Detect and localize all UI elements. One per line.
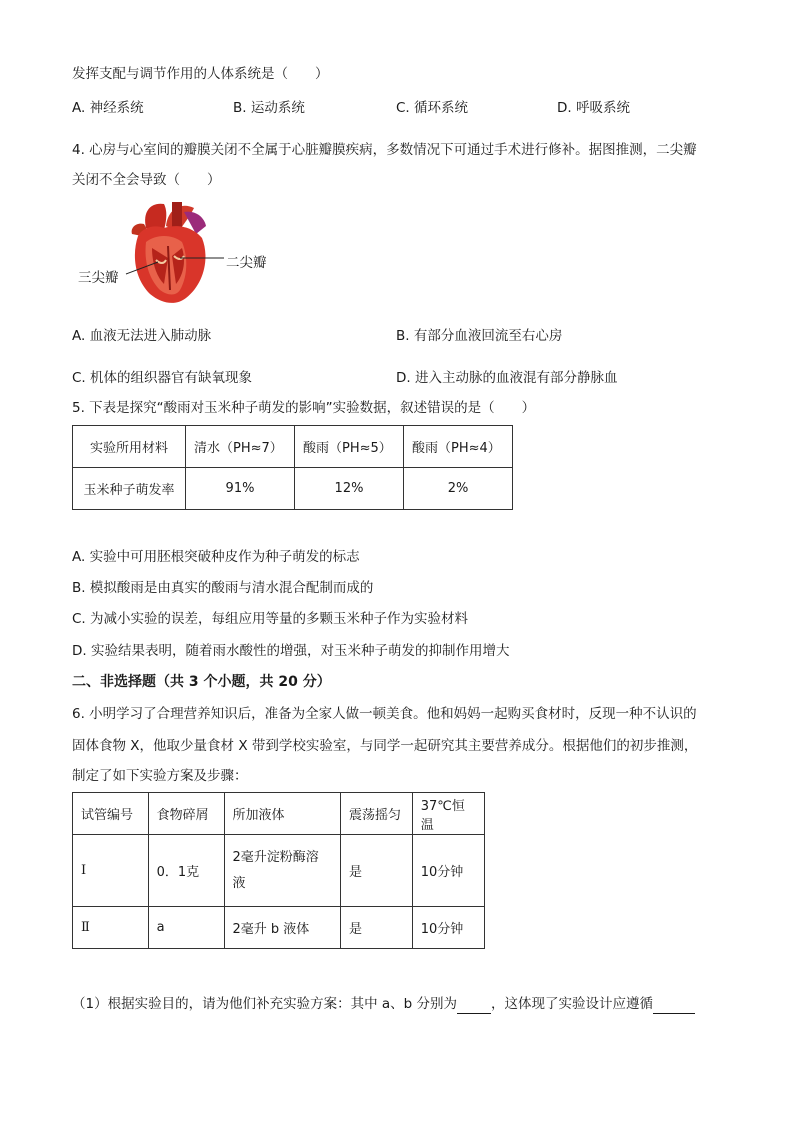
section-heading: 二、非选择题（共 3 个小题，共 20 分） [72,674,331,690]
table-cell: 37℃恒温 [412,793,484,835]
table-cell: 0．1克 [148,835,224,907]
table-cell: 是 [340,907,412,949]
table-row [73,793,485,835]
cell-text-line: 2毫升淀粉酶溶 [232,849,319,865]
q4-option-b[interactable]: B. 有部分血液回流至右心房 [396,328,563,344]
table-cell: 10分钟 [412,835,484,907]
table-cell: 10分钟 [412,907,484,949]
table-cell: 震荡摇匀 [340,793,412,835]
sub1-text-b: ，这体现了实验设计应遵循 [491,996,654,1012]
table-cell: 2% [404,468,513,510]
q3-stem: 发挥支配与调节作用的人体系统是（ ） [72,66,329,82]
table-cell: 12% [295,468,404,510]
table-cell: Ⅰ [73,835,149,907]
table-cell: 试管编号 [73,793,149,835]
table-cell: 实验所用材料 [73,426,186,468]
q3-option-b[interactable]: B. 运动系统 [233,100,305,116]
table-cell: 清水（PH≈7） [186,426,295,468]
q5-table [72,425,513,510]
tricuspid-label: 三尖瓣 [78,270,119,286]
table-cell: 玉米种子萌发率 [73,468,186,510]
table-row [73,835,485,907]
q3-option-a[interactable]: A. 神经系统 [72,100,144,116]
q4-stem-line2: 关闭不全会导致（ ） [72,172,221,188]
mitral-label: 二尖瓣 [226,255,267,271]
table-cell: 91% [186,468,295,510]
q4-option-c[interactable]: C. 机体的组织器官有缺氧现象 [72,370,253,386]
q4-option-a[interactable]: A. 血液无法进入肺动脉 [72,328,212,344]
q3-option-c[interactable]: C. 循环系统 [396,100,469,116]
table-cell: 食物碎屑 [148,793,224,835]
sub1-text-a: （1）根据实验目的，请为他们补充实验方案：其中 a、b 分别为 [72,996,458,1012]
q6-stem-line2: 固体食物 X，他取少量食材 X 带到学校实验室，与同学一起研究其主要营养成分。根据他们的初步推测， [72,738,698,754]
q4-stem-line1: 4. 心房与心室间的瓣膜关闭不全属于心脏瓣膜疾病，多数情况下可通过手术进行修补。据图推测，二尖瓣 [72,142,697,158]
q6-stem-line1: 6. 小明学习了合理营养知识后，准备为全家人做一顿美食。他和妈妈一起购买食材时，反现一种不认识的 [72,706,697,722]
table-cell: 酸雨（PH≈5） [295,426,404,468]
q5-option-d[interactable]: D. 实验结果表明，随着雨水酸性的增强，对玉米种子萌发的抑制作用增大 [72,643,510,659]
q4-option-d[interactable]: D. 进入主动脉的血液混有部分静脉血 [396,370,618,386]
table-cell: a [148,907,224,949]
table-row [73,468,513,510]
q5-option-b[interactable]: B. 模拟酸雨是由真实的酸雨与清水混合配制而成的 [72,580,374,596]
q5-option-c[interactable]: C. 为减小实验的误差，每组应用等量的多颗玉米种子作为实验材料 [72,611,469,627]
table-cell: 是 [340,835,412,907]
q6-stem-line3: 制定了如下实验方案及步骤： [72,768,248,784]
table-row [73,426,513,468]
q5-option-a[interactable]: A. 实验中可用胚根突破种皮作为种子萌发的标志 [72,549,360,565]
answer-blank-1[interactable] [457,997,491,1014]
table-cell: 酸雨（PH≈4） [404,426,513,468]
table-cell: 2毫升 b 液体 [224,907,340,949]
q6-subquestion-1 [72,994,695,1014]
q6-table [72,792,485,949]
table-cell [224,835,340,907]
cell-text-line: 液 [232,875,246,891]
answer-blank-2[interactable] [653,997,695,1014]
q5-stem: 5. 下表是探究“酸雨对玉米种子萌发的影响”实验数据，叙述错误的是（ ） [72,400,536,416]
heart-figure [72,198,292,310]
table-cell: Ⅱ [73,907,149,949]
table-cell: 所加液体 [224,793,340,835]
table-row [73,907,485,949]
q3-option-d[interactable]: D. 呼吸系统 [557,100,630,116]
